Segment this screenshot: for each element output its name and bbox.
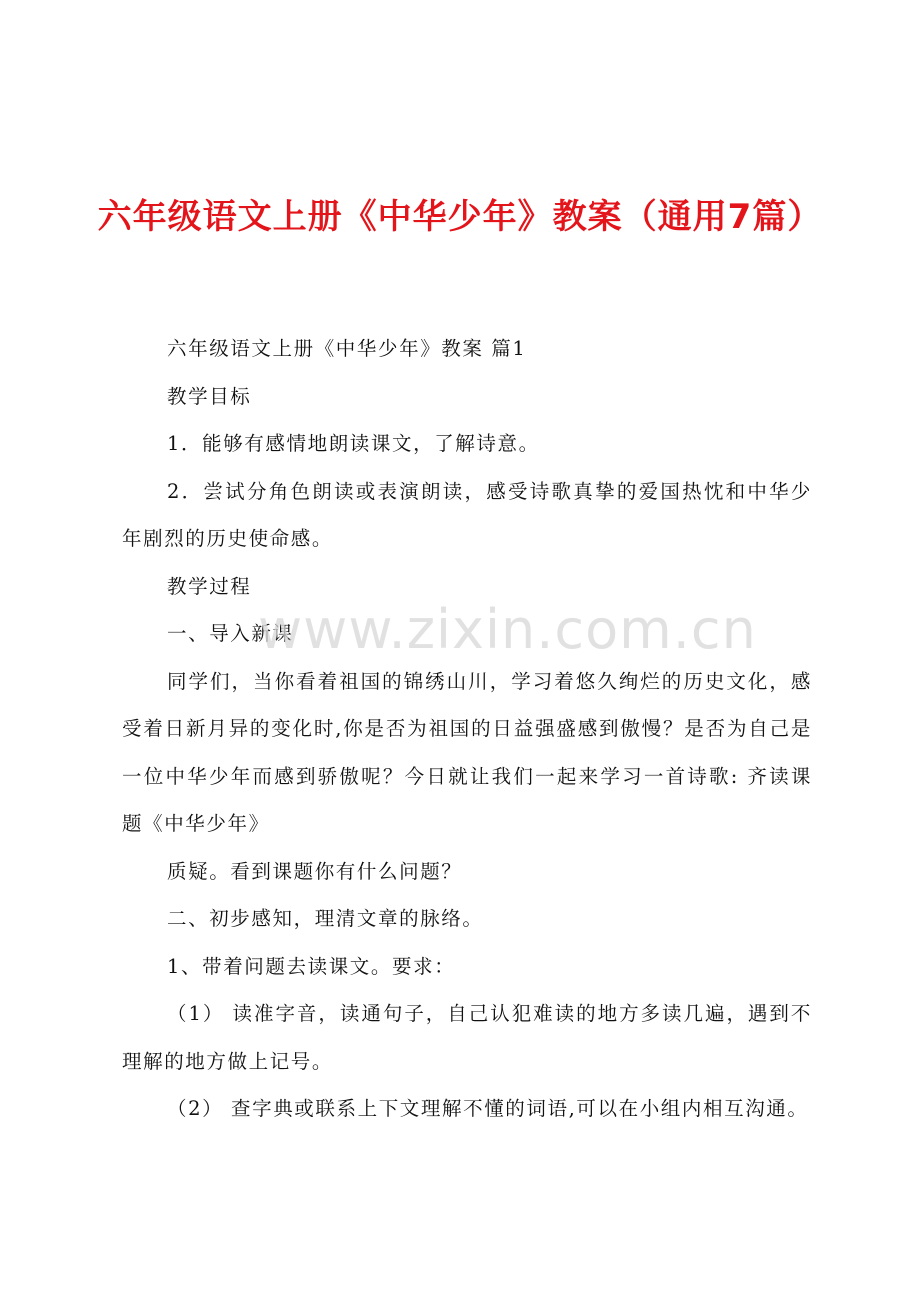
- watermark: www.zixin.com.cn: [258, 598, 757, 661]
- paragraph: 2．尝试分角色朗读或表演朗读，感受诗歌真挚的爱国热忱和中华少年剧烈的历史使命感。: [122, 479, 812, 550]
- paragraph: 1．能够有感情地朗读课文，了解诗意。: [167, 432, 540, 455]
- paragraph: 教学目标: [167, 384, 252, 408]
- paragraph: 教学过程: [167, 574, 252, 598]
- paragraph: 同学们，当你看着祖国的锦绣山川，学习着悠久绚烂的历史文化，感受着日新月异的变化时,你是否为祖国的日益强盛感到傲慢？是否为自己是一位中华少年而感到骄傲呢？今日就让我们一起来学习一首诗歌: 齐读课题《中华少年》: [122, 669, 812, 835]
- paragraph: 质疑。看到课题你有什么问题？: [167, 859, 463, 883]
- paragraph: 二、初步感知，理清文章的脉络。: [167, 907, 484, 930]
- document-title: 六年级语文上册《中华少年》教案（通用7篇）: [97, 197, 823, 237]
- paragraph: 一、导入新课: [167, 622, 294, 645]
- paragraph: 1、带着问题去读课文。要求：: [167, 954, 456, 978]
- document-body: [122, 325, 812, 1133]
- paragraph: （2） 查字典或联系上下文理解不懂的词语,可以在小组内相互沟通。: [167, 1097, 809, 1120]
- section-heading: 六年级语文上册《中华少年》教案 篇1: [167, 337, 527, 360]
- paragraph: （1） 读准字音，读通句子，自己认犯难读的地方多读几遍，遇到不理解的地方做上记号。: [122, 1002, 812, 1073]
